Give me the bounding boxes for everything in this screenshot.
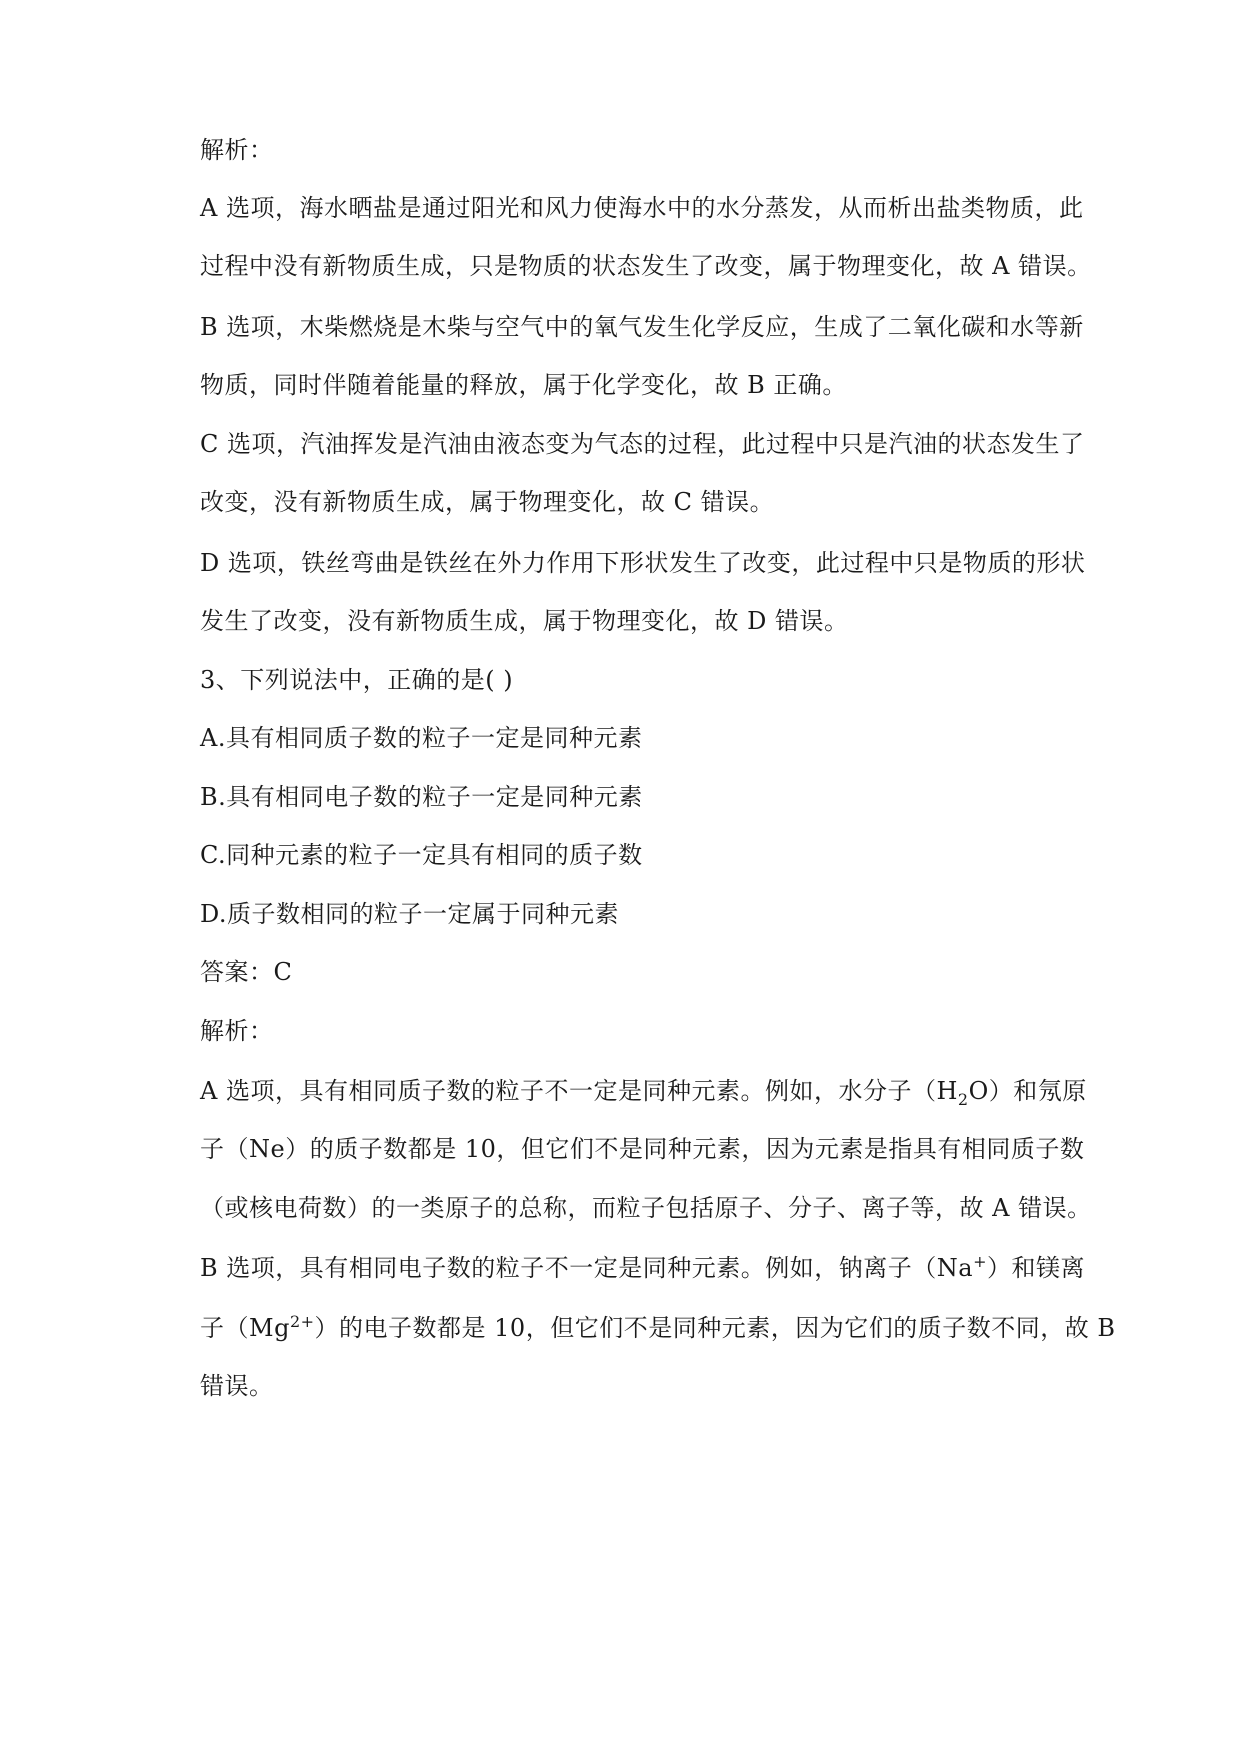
question-3-option-B: B.具有相同电子数的粒子一定是同种元素 xyxy=(200,783,643,811)
q3-analysis-B-line-3: 错误。 xyxy=(200,1372,274,1400)
analysis-heading-1: 解析： xyxy=(200,136,274,164)
analysis-A-line-1: A 选项，海水晒盐是通过阳光和风力使海水中的水分蒸发，从而析出盐类物质，此 xyxy=(200,194,1084,222)
q3-analysis-A-line-1-before: A 选项，具有相同质子数的粒子不一定是同种元素。例如，水分子（H xyxy=(200,1077,958,1105)
analysis-C-line-2: 改变，没有新物质生成，属于物理变化，故 C 错误。 xyxy=(200,488,775,516)
q3-analysis-A-line-1-after: O）和氖原 xyxy=(968,1077,1087,1105)
analysis-B-line-1: B 选项，木柴燃烧是木柴与空气中的氧气发生化学反应，生成了二氧化碳和水等新 xyxy=(200,313,1084,341)
q3-analysis-A-line-2: 子（Ne）的质子数都是 10，但它们不是同种元素，因为元素是指具有相同质子数 xyxy=(200,1135,1085,1163)
analysis-heading-2: 解析： xyxy=(200,1017,274,1045)
q3-analysis-B-line-1-after: ）和镁离 xyxy=(986,1254,1085,1282)
analysis-D-line-1: D 选项，铁丝弯曲是铁丝在外力作用下形状发生了改变，此过程中只是物质的形状 xyxy=(200,549,1086,577)
subscript-2: 2 xyxy=(957,1089,969,1109)
question-3-option-D: D.质子数相同的粒子一定属于同种元素 xyxy=(200,900,620,928)
analysis-C-line-1: C 选项，汽油挥发是汽油由液态变为气态的过程，此过程中只是汽油的状态发生了 xyxy=(200,430,1085,458)
q3-analysis-A-line-1 xyxy=(200,1075,1100,1107)
question-3-option-C: C.同种元素的粒子一定具有相同的质子数 xyxy=(200,841,643,869)
q3-analysis-B-line-2-before: 子（Mg xyxy=(200,1314,290,1342)
question-3-stem: 3、下列说法中，正确的是( ) xyxy=(200,666,514,694)
analysis-A-line-2: 过程中没有新物质生成，只是物质的状态发生了改变，属于物理变化，故 A 错误。 xyxy=(200,252,1092,280)
question-3-option-A: A.具有相同质子数的粒子一定是同种元素 xyxy=(200,724,643,752)
q3-analysis-B-line-1 xyxy=(200,1252,1100,1284)
question-3-answer: 答案：C xyxy=(200,958,293,986)
superscript-2plus: 2+ xyxy=(289,1312,315,1331)
q3-analysis-A-line-3: （或核电荷数）的一类原子的总称，而粒子包括原子、分子、离子等，故 A 错误。 xyxy=(200,1194,1092,1222)
q3-analysis-B-line-1-before: B 选项，具有相同电子数的粒子不一定是同种元素。例如，钠离子（Na xyxy=(200,1254,974,1282)
superscript-plus: + xyxy=(973,1252,987,1271)
analysis-D-line-2: 发生了改变，没有新物质生成，属于物理变化，故 D 错误。 xyxy=(200,607,849,635)
analysis-B-line-2: 物质，同时伴随着能量的释放，属于化学变化，故 B 正确。 xyxy=(200,371,847,399)
q3-analysis-B-line-2-after: ）的电子数都是 10，但它们不是同种元素，因为它们的质子数不同，故 B xyxy=(314,1314,1116,1342)
q3-analysis-B-line-2 xyxy=(200,1312,1116,1344)
